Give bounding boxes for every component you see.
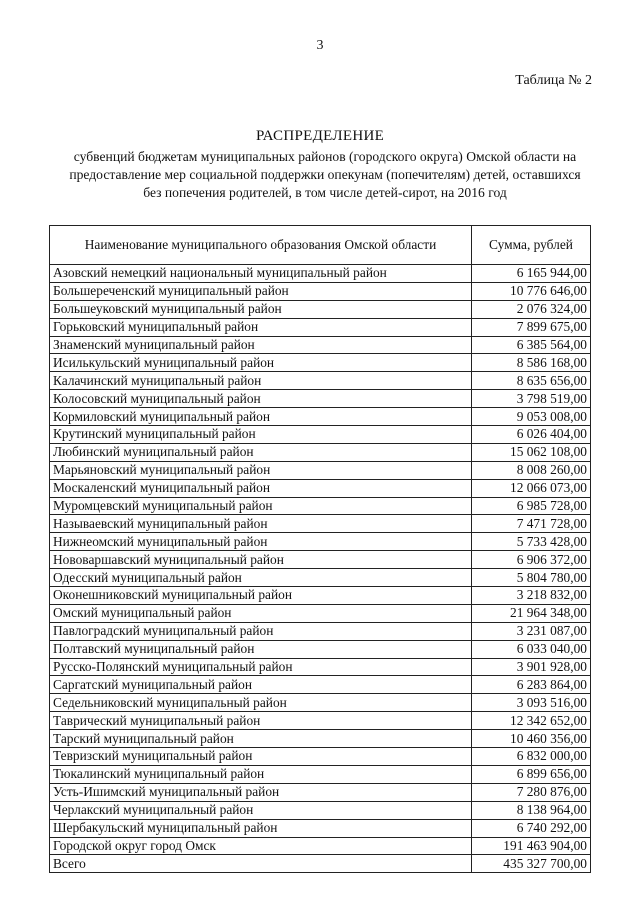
amount-value: 10 460 356,00: [472, 730, 591, 748]
table-row: [50, 748, 591, 766]
table-row: [50, 354, 591, 372]
table-row: [50, 694, 591, 712]
municipality-name: Колосовский муниципальный район: [50, 390, 472, 408]
amount-value: 15 062 108,00: [472, 443, 591, 461]
table-row: [50, 837, 591, 855]
amount-value: 21 964 348,00: [472, 604, 591, 622]
municipality-name: Большеуковский муниципальный район: [50, 300, 472, 318]
amount-value: 10 776 646,00: [472, 282, 591, 300]
municipality-name: Тевризский муниципальный район: [50, 748, 472, 766]
municipality-name: Нижнеомский муниципальный район: [50, 533, 472, 551]
document-title: РАСПРЕДЕЛЕНИЕ: [255, 128, 385, 144]
municipality-name: Горьковский муниципальный район: [50, 318, 472, 336]
amount-value: 12 066 073,00: [472, 479, 591, 497]
municipality-name: Марьяновский муниципальный район: [50, 461, 472, 479]
amount-value: 6 985 728,00: [472, 497, 591, 515]
table-row: [50, 300, 591, 318]
municipality-name: Черлакский муниципальный район: [50, 801, 472, 819]
subtitle-line: субвенций бюджетам муниципальных районов (городского округа) Омской области на: [73, 149, 577, 164]
municipality-name: Знаменский муниципальный район: [50, 336, 472, 354]
table-row: [50, 730, 591, 748]
municipality-name: Омский муниципальный район: [50, 604, 472, 622]
table-row: [50, 408, 591, 426]
amount-value: 8 008 260,00: [472, 461, 591, 479]
table-row: [50, 658, 591, 676]
table-row: [50, 855, 591, 873]
municipality-name: Калачинский муниципальный район: [50, 372, 472, 390]
municipality-name: Шербакульский муниципальный район: [50, 819, 472, 837]
table-row: [50, 479, 591, 497]
table-body: [50, 265, 591, 873]
amount-value: 3 901 928,00: [472, 658, 591, 676]
table-row: [50, 819, 591, 837]
subtitle-line: предоставление мер социальной поддержки опекунам (попечителям) детей, оставшихся: [69, 167, 581, 182]
municipality-name: Полтавский муниципальный район: [50, 640, 472, 658]
table-row: [50, 783, 591, 801]
table-row: [50, 515, 591, 533]
table-row: [50, 604, 591, 622]
amount-value: 3 798 519,00: [472, 390, 591, 408]
distribution-table: [49, 225, 591, 873]
header-municipality: Наименование муниципального образования Омской области: [50, 226, 472, 265]
table-header-row: [50, 226, 591, 265]
table-row: [50, 390, 591, 408]
municipality-name: Саргатский муниципальный район: [50, 676, 472, 694]
municipality-name: Любинский муниципальный район: [50, 443, 472, 461]
amount-value: 6 026 404,00: [472, 426, 591, 444]
municipality-name: Крутинский муниципальный район: [50, 426, 472, 444]
amount-value: 6 832 000,00: [472, 748, 591, 766]
table-row: [50, 765, 591, 783]
table-row: [50, 587, 591, 605]
table-row: [50, 265, 591, 283]
municipality-name: Павлоградский муниципальный район: [50, 622, 472, 640]
municipality-name: Азовский немецкий национальный муниципальный район: [50, 265, 472, 283]
amount-value: 3 218 832,00: [472, 587, 591, 605]
municipality-name: Одесский муниципальный район: [50, 569, 472, 587]
table-row: [50, 569, 591, 587]
table-row: [50, 318, 591, 336]
page-number: 3: [316, 38, 324, 53]
amount-value: 7 899 675,00: [472, 318, 591, 336]
amount-value: 3 093 516,00: [472, 694, 591, 712]
table-row: [50, 551, 591, 569]
amount-value: 191 463 904,00: [472, 837, 591, 855]
table-row: [50, 461, 591, 479]
amount-value: 6 906 372,00: [472, 551, 591, 569]
amount-value: 12 342 652,00: [472, 712, 591, 730]
amount-value: 5 733 428,00: [472, 533, 591, 551]
municipality-name: Таврический муниципальный район: [50, 712, 472, 730]
municipality-name: Тарский муниципальный район: [50, 730, 472, 748]
table-row: [50, 676, 591, 694]
amount-value: 7 471 728,00: [472, 515, 591, 533]
municipality-name: Оконешниковский муниципальный район: [50, 587, 472, 605]
amount-value: 6 033 040,00: [472, 640, 591, 658]
municipality-name: Большереченский муниципальный район: [50, 282, 472, 300]
amount-value: 6 385 564,00: [472, 336, 591, 354]
amount-value: 6 740 292,00: [472, 819, 591, 837]
table-row: [50, 426, 591, 444]
amount-value: 6 899 656,00: [472, 765, 591, 783]
table-row: [50, 372, 591, 390]
amount-value: 3 231 087,00: [472, 622, 591, 640]
municipality-name: Называевский муниципальный район: [50, 515, 472, 533]
amount-value: 8 635 656,00: [472, 372, 591, 390]
amount-value: 2 076 324,00: [472, 300, 591, 318]
table-row: [50, 712, 591, 730]
amount-value: 6 165 944,00: [472, 265, 591, 283]
municipality-name: Русско-Полянский муниципальный район: [50, 658, 472, 676]
municipality-name: Муромцевский муниципальный район: [50, 497, 472, 515]
municipality-name: Усть-Ишимский муниципальный район: [50, 783, 472, 801]
municipality-name: Кормиловский муниципальный район: [50, 408, 472, 426]
municipality-name: Седельниковский муниципальный район: [50, 694, 472, 712]
municipality-name: Всего: [50, 855, 472, 873]
table-label: Таблица № 2: [515, 73, 592, 88]
amount-value: 8 138 964,00: [472, 801, 591, 819]
municipality-name: Исилькульский муниципальный район: [50, 354, 472, 372]
amount-value: 5 804 780,00: [472, 569, 591, 587]
table-row: [50, 497, 591, 515]
table-row: [50, 533, 591, 551]
municipality-name: Москаленский муниципальный район: [50, 479, 472, 497]
document-subtitle: [60, 148, 590, 202]
subtitle-line: без попечения родителей, в том числе детей-сирот, на 2016 год: [143, 185, 507, 200]
municipality-name: Городской округ город Омск: [50, 837, 472, 855]
amount-value: 7 280 876,00: [472, 783, 591, 801]
table-row: [50, 443, 591, 461]
municipality-name: Нововаршавский муниципальный район: [50, 551, 472, 569]
municipality-name: Тюкалинский муниципальный район: [50, 765, 472, 783]
table-row: [50, 282, 591, 300]
amount-value: 8 586 168,00: [472, 354, 591, 372]
table-row: [50, 640, 591, 658]
amount-value: 9 053 008,00: [472, 408, 591, 426]
table-row: [50, 336, 591, 354]
amount-value: 435 327 700,00: [472, 855, 591, 873]
header-amount: Сумма, рублей: [472, 226, 591, 265]
table-row: [50, 801, 591, 819]
table-row: [50, 622, 591, 640]
amount-value: 6 283 864,00: [472, 676, 591, 694]
